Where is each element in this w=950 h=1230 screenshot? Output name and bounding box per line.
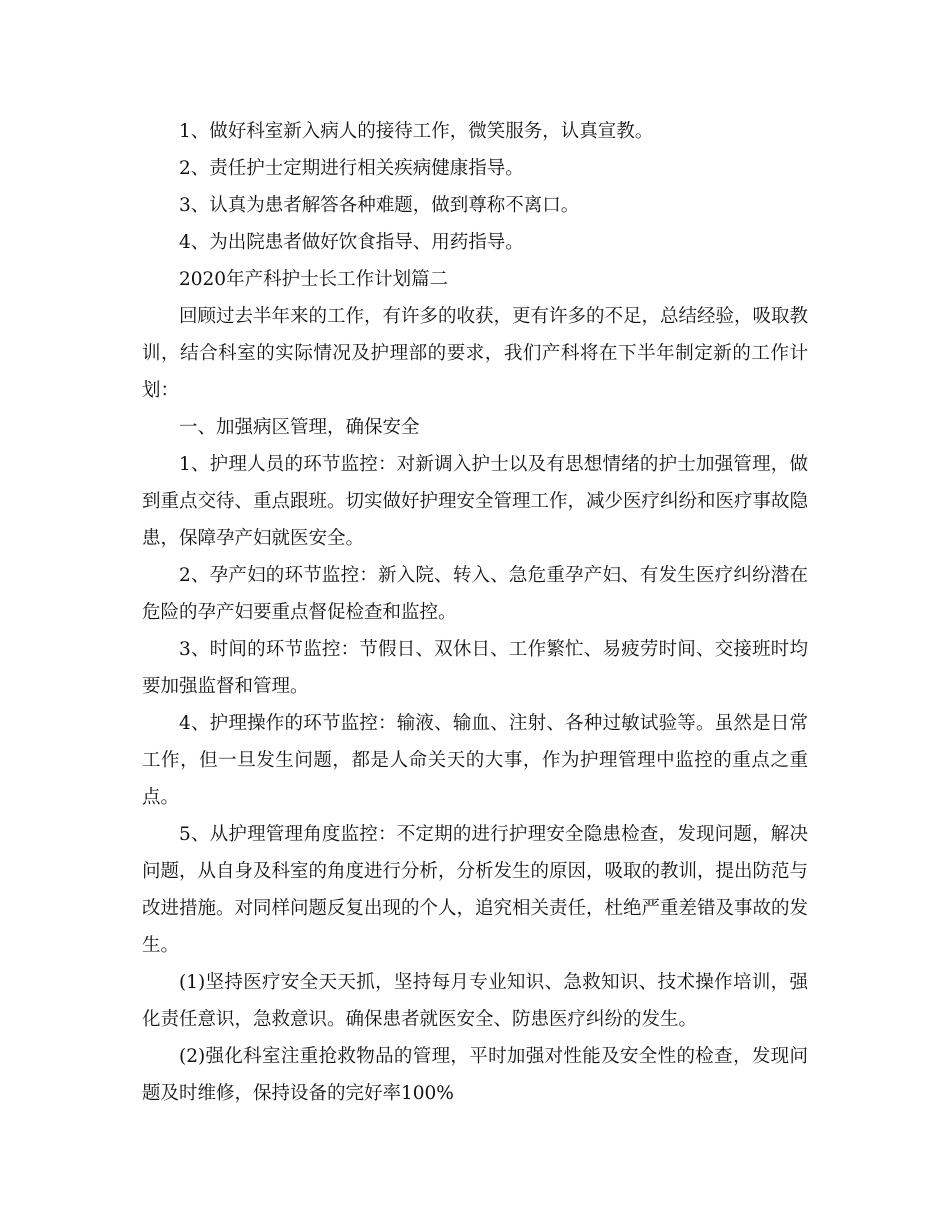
list-item-discharge-guidance: 4、为出院患者做好饮食指导、用药指导。 — [179, 232, 524, 253]
paragraph-patient-monitoring: 2、孕产妇的环节监控：新入院、转入、急危重孕产妇、有发生医疗纠纷潜在危险的孕产妇要重点督促检查和监控。 — [142, 565, 808, 623]
paragraph-staff-monitoring: 1、护理人员的环节监控：对新调入护士以及有思想情绪的护士加强管理，做到重点交待、重点跟班。切实做好护理安全管理工作，减少医疗纠纷和医疗事故隐患，保障孕产妇就医安全。 — [142, 454, 809, 549]
paragraph-safety-training: (1)坚持医疗安全天天抓，坚持每月专业知识、急救知识、技术操作培训，强化责任意识，急救意识。确保患者就医安全、防患医疗纠纷的发生。 — [142, 972, 808, 1030]
section-title: 2020年产科护士长工作计划篇二 — [179, 269, 449, 290]
list-item-reception: 1、做好科室新入病人的接待工作，微笑服务，认真宣教。 — [179, 121, 654, 142]
document-body — [142, 113, 808, 1112]
paragraph-management-monitoring: 5、从护理管理角度监控：不定期的进行护理安全隐患检查，发现问题，解决问题，从自身及科室的角度进行分析，分析发生的原因，吸取的教训，提出防范与改进措施。对同样问题反复出现的个人，追究相关责任，杜绝严重差错及事故的发生。 — [142, 824, 809, 956]
intro-paragraph: 回顾过去半年来的工作，有许多的收获，更有许多的不足，总结经验，吸取教训，结合科室的实际情况及护理部的要求，我们产科将在下半年制定新的工作计划： — [142, 306, 809, 401]
list-item-answer-questions: 3、认真为患者解答各种难题，做到尊称不离口。 — [179, 195, 580, 216]
paragraph-operation-monitoring: 4、护理操作的环节监控：输液、输血、注射、各种过敏试验等。虽然是日常工作，但一旦发生问题，都是人命关天的大事，作为护理管理中监控的重点之重点。 — [142, 713, 808, 808]
paragraph-equipment-management: (2)强化科室注重抢救物品的管理，平时加强对性能及安全性的检查，发现问题及时维修，保持设备的完好率100% — [142, 1046, 808, 1104]
list-item-health-guidance: 2、责任护士定期进行相关疾病健康指导。 — [179, 158, 524, 179]
paragraph-time-monitoring: 3、时间的环节监控：节假日、双休日、工作繁忙、易疲劳时间、交接班时均要加强监督和管理。 — [142, 639, 808, 697]
section-heading-ward-management: 一、加强病区管理，确保安全 — [179, 417, 420, 438]
